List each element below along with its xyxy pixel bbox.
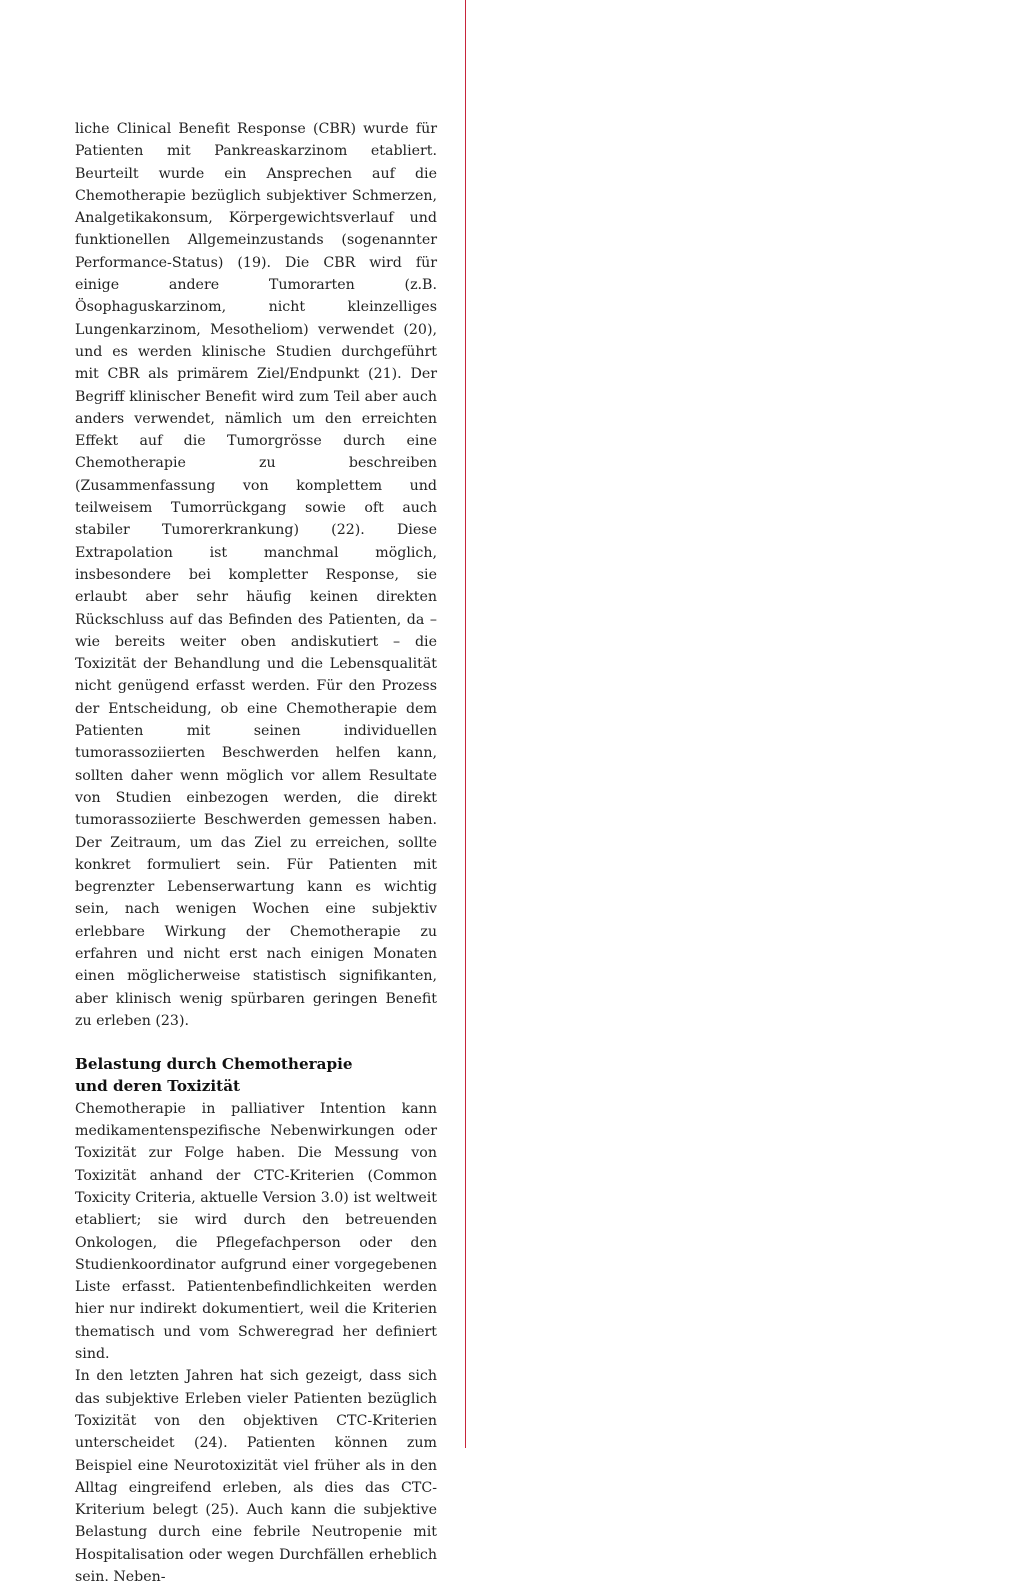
- body-paragraph: liche Clinical Benefit Response (CBR) wurde für Patienten mit Pankreaskarzinom etabliert. Beurteilt wurde ein Ansprechen auf die Chemotherapie bezüglich subjektiver Schmerzen, Analgetikakonsum, Körpergewichtsverlauf und funktionellen Allgemeinzustands (sogenannter Performance-Status) (19). Die CBR wird für einige andere Tumorarten (z.B. Ösophaguskarzinom, nicht kleinzelliges Lungenkarzinom, Mesotheliom) verwendet (20), und es werden klinische Studien durchgeführt mit CBR als primärem Ziel/Endpunkt (21). Der Begriff klinischer Benefit wird zum Teil aber auch anders verwendet, nämlich um den erreichten Effekt auf die Tumorgrösse durch eine Chemotherapie zu beschreiben (Zusammenfassung von komplettem und teilweisem Tumorrückgang sowie oft auch stabiler Tumorerkrankung) (22). Diese Extrapolation ist manchmal möglich, insbesondere bei kompletter Response, sie erlaubt aber sehr häufig keinen direkten Rückschluss auf das Befinden des Patienten, da – wie bereits weiter oben andiskutiert – die Toxizität der Behandlung und die Lebensqualität nicht genügend erfasst werden. Für den Prozess der Entscheidung, ob eine Chemotherapie dem Patienten mit seinen individuellen tumorassoziierten Beschwerden helfen kann, sollten daher wenn möglich vor allem Resultate von Studien einbezogen werden, die direkt tumorassoziierte Beschwerden gemessen haben. Der Zeitraum, um das Ziel zu erreichen, sollte konkret formuliert sein. Für Patienten mit begrenzter Lebenserwartung kann es wichtig sein, nach wenigen Wochen eine subjektiv erlebbare Wirkung der Chemotherapie zu erfahren und nicht erst nach einigen Monaten einen möglicherweise statistisch signifikanten, aber klinisch wenig spürbaren geringen Benefit zu erleben (23).: [75, 121, 437, 1029]
- body-paragraph: In den letzten Jahren hat sich gezeigt, dass sich das subjektive Erleben vieler Patienten bezüglich Toxizität von den objektiven CTC-Kriterien unterscheidet (24). Patienten können zum Beispiel eine Neurotoxizität viel früher als in den Alltag eingreifend erleben, als dies das CTC-Kriterium belegt (25). Auch kann die subjektive Belastung durch eine febrile Neutropenie mit Hospitalisation oder wegen Durchfällen erheblich sein. Neben-: [75, 1368, 437, 1585]
- section-heading-line: und deren Toxizität: [75, 1077, 241, 1096]
- section-heading: [75, 1053, 437, 1098]
- column-divider-rule: [465, 0, 466, 1448]
- body-paragraph: Chemotherapie in palliativer Intention kann medikamentenspezifische Nebenwirkungen oder Toxizität zur Folge haben. Die Messung von Toxizität anhand der CTC-Kriterien (Common Toxicity Criteria, aktuelle Version 3.0) ist weltweit etabliert; sie wird durch den betreuenden Onkologen, die Pflegefachperson oder den Studienkoordinator aufgrund einer vorgegebenen Liste erfasst. Patientenbefindlichkeiten werden hier nur indirekt dokumentiert, weil die Kriterien thematisch und vom Schweregrad her definiert sind.: [75, 1100, 437, 1363]
- text-column: [75, 118, 437, 1588]
- section-heading-line: Belastung durch Chemotherapie: [75, 1055, 353, 1074]
